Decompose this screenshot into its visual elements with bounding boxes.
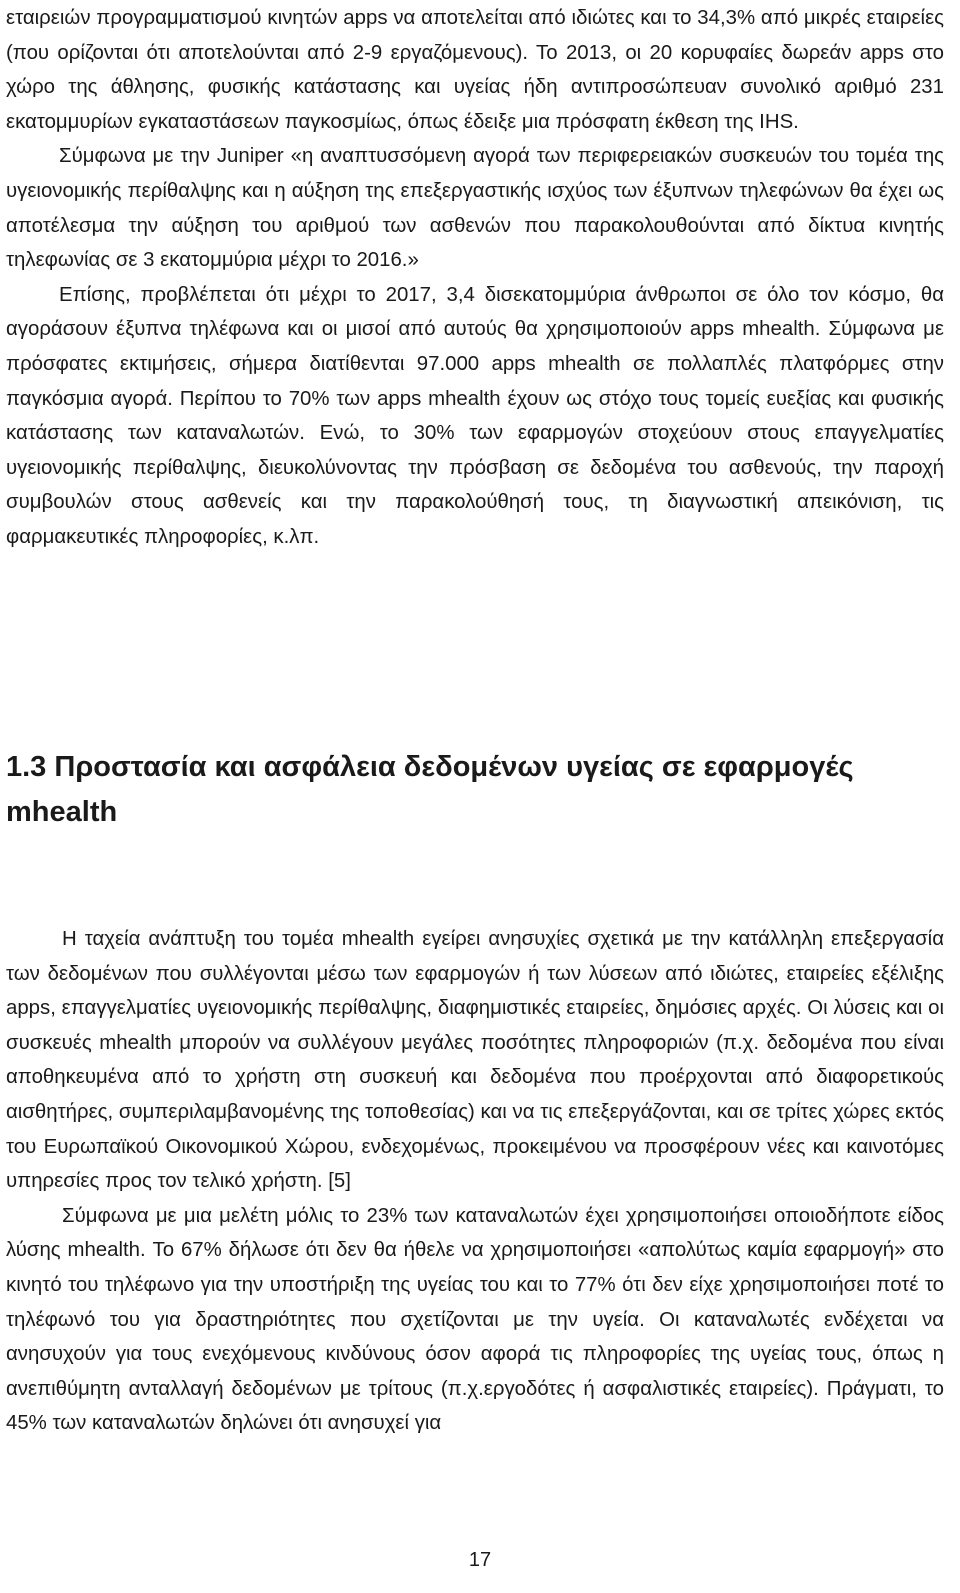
- section-body: [6, 922, 944, 1441]
- section-heading: 1.3 Προστασία και ασφάλεια δεδομένων υγείας σε εφαρμογές mhealth: [6, 751, 854, 828]
- paragraph: εταιρειών προγραμματισμού κινητών apps να αποτελείται από ιδιώτες και το 34,3% από μικρές εταιρείες (που ορίζονται ότι αποτελούνται από 2-9 εργαζόμενους). Το 2013, οι 20 κορυφαίες δωρεάν apps στο χώρο της άθλησης, φυσικής κατάστασης και υγείας ήδη αντιπροσώπευαν συνολικό αριθμό 231 εκατομμυρίων εγκαταστάσεων παγκοσμίως, όπως έδειξε μια πρόσφατη έκθεση της IHS.: [6, 7, 944, 133]
- intro-text: [6, 1, 944, 555]
- paragraph: Σύμφωνα με μια μελέτη μόλις το 23% των καταναλωτών έχει χρησιμοποιήσει οποιοδήποτε είδος λύσης mhealth. Το 67% δήλωσε ότι δεν θα ήθελε να χρησιμοποιήσει «απολύτως καμία εφαρμογή» στο κινητό του τηλέφωνο για την υποστήριξη της υγείας του και το 77% ότι δεν είχε χρησιμοποιήσει ποτέ το τηλέφωνό του για δραστηριότητες που σχετίζονται με την υγεία. Οι καταναλωτές ενδέχεται να ανησυχούν για τους ενεχόμενους κινδύνους όσον αφορά τις πληροφορίες της υγείας τους, όπως η ανεπιθύμητη ανταλλαγή δεδομένων με τρίτους (π.χ.εργοδότες ή ασφαλιστικές εταιρείες). Πράγματι, το 45% των καταναλωτών δηλώνει ότι ανησυχεί για: [6, 1204, 944, 1435]
- paragraph: Η ταχεία ανάπτυξη του τομέα mhealth εγείρει ανησυχίες σχετικά με την κατάλληλη επεξεργασία των δεδομένων που συλλέγονται μέσω των εφαρμογών ή των λύσεων από ιδιώτες, εταιρείες εξέλιξης apps, επαγγελματίες υγειονομικής περίθαλψης, διαφημιστικές εταιρείες, δημόσιες αρχές. Οι λύσεις και οι συσκευές mhealth μπορούν να συλλέγουν μεγάλες ποσότητες πληροφοριών (π.χ. δεδομένα που είναι αποθηκευμένα από το χρήστη στη συσκευή και δεδομένα που προέρχονται από διαφορετικούς αισθητήρες, συμπεριλαμβανομένης της τοποθεσίας) και να τις επεξεργάζονται, και σε τρίτες χώρες εκτός του Ευρωπαϊκού Οικονομικού Χώρου, ενδεχομένως, προκειμένου να προσφέρουν νέες και καινοτόμες υπηρεσίες προς τον τελικό χρήστη. [5]: [6, 928, 944, 1193]
- paragraph: Σύμφωνα με την Juniper «η αναπτυσσόμενη αγορά των περιφερειακών συσκευών του τομέα της υγειονομικής περίθαλψης και η αύξηση της επεξεργαστικής ισχύος των έξυπνων τηλεφώνων θα έχει ως αποτέλεσμα την αύξηση του αριθμού των ασθενών που παρακολουθούνται από δίκτυα κινητής τηλεφωνίας σε 3 εκατομμύρια μέχρι το 2016.»: [6, 145, 944, 272]
- paragraph: Επίσης, προβλέπεται ότι μέχρι το 2017, 3,4 δισεκατομμύρια άνθρωποι σε όλο τον κόσμο, θα αγοράσουν έξυπνα τηλέφωνα και οι μισοί από αυτούς θα χρησιμοποιούν apps mhealth. Σύμφωνα με πρόσφατες εκτιμήσεις, σήμερα διατίθενται 97.000 apps mhealth σε πολλαπλές πλατφόρμες στην παγκόσμια αγορά. Περίπου το 70% των apps mhealth έχουν ως στόχο τους τομείς ευεξίας και φυσικής κατάστασης των καταναλωτών. Ενώ, το 30% των εφαρμογών στοχεύουν στους επαγγελματίες υγειονομικής περίθαλψης, διευκολύνοντας την πρόσβαση σε δεδομένα του ασθενούς, την παροχή συμβουλών στους ασθενείς και την παρακολούθησή τους, τη διαγνωστική απεικόνιση, τις φαρμακευτικές πληροφορίες, κ.λπ.: [6, 283, 944, 548]
- page-number: 17: [468, 1549, 492, 1571]
